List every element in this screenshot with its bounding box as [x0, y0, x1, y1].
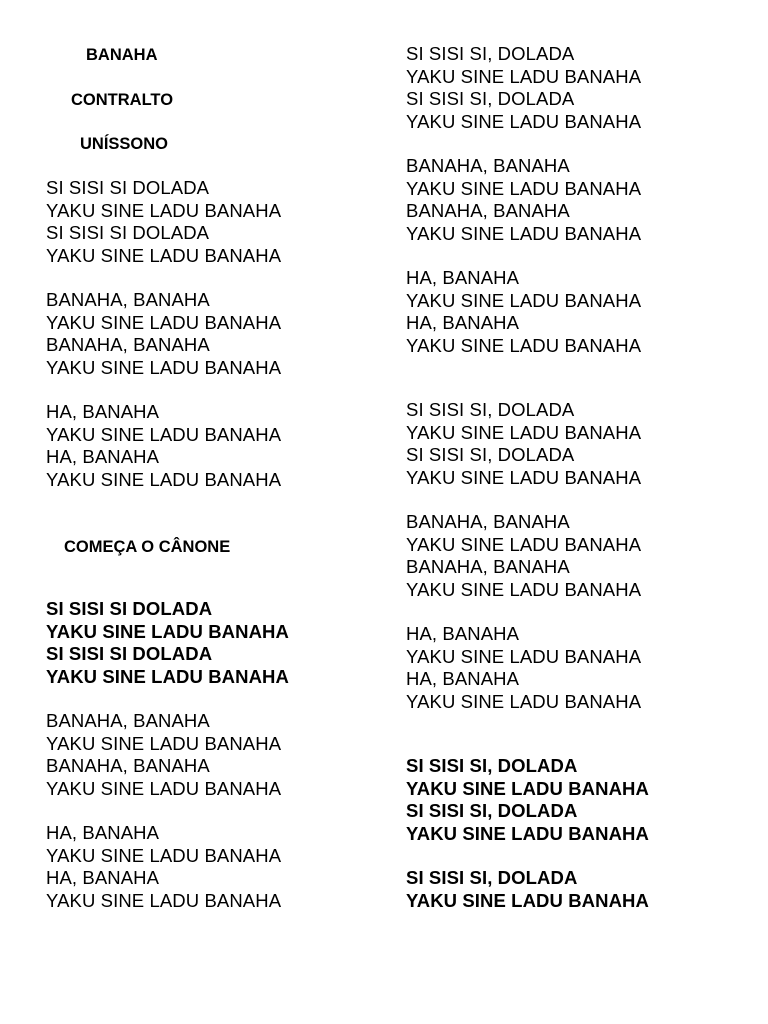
verse-block [46, 177, 386, 267]
lyric-line: SI SISI SI, DOLADA [406, 867, 578, 888]
lyric-line: BANAHA, BANAHA [46, 755, 210, 776]
verse-block [46, 289, 386, 379]
lyric-line: SI SISI SI DOLADA [46, 177, 210, 198]
lyric-line: SI SISI SI, DOLADA [406, 43, 575, 64]
canon-label: COMEÇA O CÂNONE [64, 538, 231, 556]
lyric-line: YAKU SINE LADU BANAHA [406, 222, 642, 244]
verse-block [406, 155, 746, 245]
lyric-line: HA, BANAHA [406, 312, 520, 333]
lyric-line: YAKU SINE LADU BANAHA [46, 889, 282, 911]
lyric-line: HA, BANAHA [46, 822, 160, 843]
lyric-line: YAKU SINE LADU BANAHA [406, 533, 642, 555]
right-verses [406, 43, 746, 912]
voice-label: CONTRALTO [71, 91, 174, 109]
lyric-line: YAKU SINE LADU BANAHA [406, 334, 642, 356]
lyric-line: HA, BANAHA [46, 446, 160, 467]
verse-block [406, 267, 746, 357]
lyric-line: YAKU SINE LADU BANAHA [406, 466, 642, 488]
lyric-line: BANAHA, BANAHA [46, 334, 210, 355]
lyric-line: YAKU SINE LADU BANAHA [46, 620, 289, 642]
lyric-line: YAKU SINE LADU BANAHA [46, 777, 282, 799]
lyric-line: YAKU SINE LADU BANAHA [46, 244, 282, 266]
lyric-line: HA, BANAHA [406, 668, 520, 689]
verse-block [46, 401, 386, 491]
lyric-line: HA, BANAHA [46, 867, 160, 888]
left-unison-verses [46, 177, 386, 491]
verse-block [406, 755, 746, 845]
lyric-line: SI SISI SI DOLADA [46, 598, 213, 619]
lyric-line: HA, BANAHA [46, 401, 160, 422]
verse-block [406, 399, 746, 489]
lyric-line: YAKU SINE LADU BANAHA [406, 289, 642, 311]
lyric-line: BANAHA, BANAHA [46, 289, 210, 310]
lyric-line: SI SISI SI DOLADA [46, 222, 210, 243]
verse-block [46, 598, 386, 688]
lyric-line: YAKU SINE LADU BANAHA [406, 578, 642, 600]
lyric-line: YAKU SINE LADU BANAHA [406, 110, 642, 132]
lyric-line: YAKU SINE LADU BANAHA [46, 732, 282, 754]
lyric-line: HA, BANAHA [406, 623, 520, 644]
lyric-line: YAKU SINE LADU BANAHA [406, 690, 642, 712]
lyric-line: SI SISI SI, DOLADA [406, 399, 575, 420]
lyric-line: YAKU SINE LADU BANAHA [46, 356, 282, 378]
lyric-line: SI SISI SI DOLADA [46, 643, 213, 664]
lyric-line: YAKU SINE LADU BANAHA [406, 889, 649, 911]
lyric-line: YAKU SINE LADU BANAHA [46, 665, 289, 687]
lyric-line: BANAHA, BANAHA [406, 556, 570, 577]
verse-block [406, 623, 746, 713]
left-canon-verses [46, 598, 386, 912]
lyric-line: SI SISI SI, DOLADA [406, 800, 578, 821]
verse-block [406, 867, 746, 912]
lyric-line: HA, BANAHA [406, 267, 520, 288]
lyric-line: BANAHA, BANAHA [406, 511, 570, 532]
lyric-line: YAKU SINE LADU BANAHA [46, 423, 282, 445]
lyric-line: BANAHA, BANAHA [406, 200, 570, 221]
song-title: BANAHA [86, 46, 158, 64]
lyric-line: YAKU SINE LADU BANAHA [46, 844, 282, 866]
lyric-line: YAKU SINE LADU BANAHA [406, 421, 642, 443]
lyric-line: BANAHA, BANAHA [406, 155, 570, 176]
verse-block [406, 511, 746, 601]
mode-label: UNÍSSONO [80, 135, 169, 153]
lyric-line: BANAHA, BANAHA [46, 710, 210, 731]
lyric-line: YAKU SINE LADU BANAHA [406, 645, 642, 667]
lyric-line: YAKU SINE LADU BANAHA [46, 311, 282, 333]
verse-block [406, 43, 746, 133]
lyric-line: YAKU SINE LADU BANAHA [406, 822, 649, 844]
lyric-line: YAKU SINE LADU BANAHA [406, 65, 642, 87]
verse-block [46, 822, 386, 912]
lyric-line: SI SISI SI, DOLADA [406, 444, 575, 465]
verse-block [46, 710, 386, 800]
lyric-line: YAKU SINE LADU BANAHA [406, 177, 642, 199]
lyric-line: SI SISI SI, DOLADA [406, 88, 575, 109]
lyric-line: YAKU SINE LADU BANAHA [46, 199, 282, 221]
lyric-line: YAKU SINE LADU BANAHA [406, 777, 649, 799]
lyric-line: SI SISI SI, DOLADA [406, 755, 578, 776]
lyric-line: YAKU SINE LADU BANAHA [46, 468, 282, 490]
